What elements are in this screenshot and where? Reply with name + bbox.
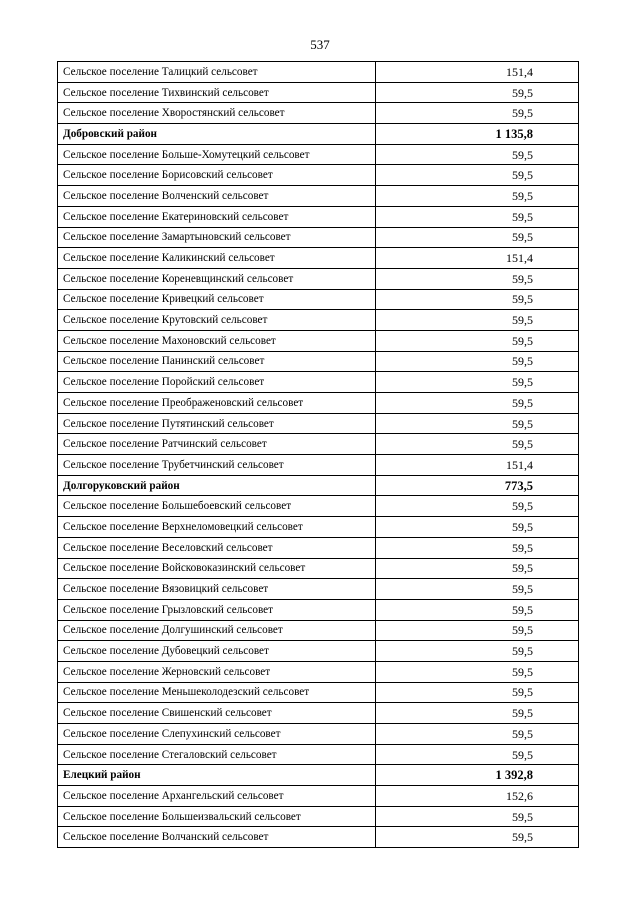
table-row	[58, 289, 579, 310]
table-row	[58, 351, 579, 372]
settlement-name: Сельское поселение Ратчинский сельсовет	[58, 434, 376, 455]
settlement-name: Сельское поселение Махоновский сельсовет	[58, 330, 376, 351]
amount-value: 59,5	[376, 103, 579, 124]
amount-value: 59,5	[376, 413, 579, 434]
settlement-name: Сельское поселение Крутовский сельсовет	[58, 310, 376, 331]
table-row	[58, 268, 579, 289]
amount-value: 151,4	[376, 62, 579, 83]
amount-value: 59,5	[376, 434, 579, 455]
district-row	[58, 765, 579, 786]
settlement-name: Сельское поселение Архангельский сельсовет	[58, 786, 376, 807]
district-name: Елецкий район	[58, 765, 376, 786]
settlement-name: Сельское поселение Борисовский сельсовет	[58, 165, 376, 186]
table-row	[58, 206, 579, 227]
amount-value: 59,5	[376, 351, 579, 372]
amount-value: 59,5	[376, 806, 579, 827]
district-row	[58, 124, 579, 145]
table-row	[58, 144, 579, 165]
amount-value: 59,5	[376, 827, 579, 848]
amount-value: 59,5	[376, 517, 579, 538]
amount-value: 59,5	[376, 82, 579, 103]
settlement-name: Сельское поселение Стегаловский сельсовет	[58, 744, 376, 765]
settlement-name: Сельское поселение Екатериновский сельсовет	[58, 206, 376, 227]
amount-value: 152,6	[376, 786, 579, 807]
amount-value: 59,5	[376, 496, 579, 517]
table-row	[58, 413, 579, 434]
amount-value: 59,5	[376, 289, 579, 310]
table-row	[58, 620, 579, 641]
settlement-name: Сельское поселение Верхнеломовецкий сельсовет	[58, 517, 376, 538]
settlement-name: Сельское поселение Дубовецкий сельсовет	[58, 641, 376, 662]
amount-value: 59,5	[376, 724, 579, 745]
table-row	[58, 661, 579, 682]
amount-value: 59,5	[376, 579, 579, 600]
table-row	[58, 682, 579, 703]
amount-value: 59,5	[376, 186, 579, 207]
table-row	[58, 248, 579, 269]
amount-value: 59,5	[376, 330, 579, 351]
district-row	[58, 475, 579, 496]
table-row	[58, 641, 579, 662]
table-row	[58, 165, 579, 186]
amount-value: 59,5	[376, 599, 579, 620]
table-row	[58, 517, 579, 538]
settlement-name: Сельское поселение Поройский сельсовет	[58, 372, 376, 393]
settlement-name: Сельское поселение Хворостянский сельсовет	[58, 103, 376, 124]
settlement-name: Сельское поселение Трубетчинский сельсовет	[58, 455, 376, 476]
amount-value: 59,5	[376, 393, 579, 414]
allocation-table	[57, 61, 579, 848]
settlement-name: Сельское поселение Веселовский сельсовет	[58, 537, 376, 558]
district-name: Долгоруковский район	[58, 475, 376, 496]
settlement-name: Сельское поселение Слепухинский сельсовет	[58, 724, 376, 745]
district-total: 1 135,8	[376, 124, 579, 145]
amount-value: 59,5	[376, 641, 579, 662]
amount-value: 59,5	[376, 537, 579, 558]
table-row	[58, 599, 579, 620]
settlement-name: Сельское поселение Меньшеколодезский сельсовет	[58, 682, 376, 703]
amount-value: 151,4	[376, 455, 579, 476]
settlement-name: Сельское поселение Большебоевский сельсовет	[58, 496, 376, 517]
amount-value: 59,5	[376, 268, 579, 289]
table-row	[58, 103, 579, 124]
table-row	[58, 744, 579, 765]
district-total: 773,5	[376, 475, 579, 496]
amount-value: 59,5	[376, 558, 579, 579]
settlement-name: Сельское поселение Талицкий сельсовет	[58, 62, 376, 83]
table-row	[58, 372, 579, 393]
district-name: Добровский район	[58, 124, 376, 145]
settlement-name: Сельское поселение Замартыновский сельсовет	[58, 227, 376, 248]
amount-value: 59,5	[376, 744, 579, 765]
table-row	[58, 393, 579, 414]
table-row	[58, 496, 579, 517]
settlement-name: Сельское поселение Вязовицкий сельсовет	[58, 579, 376, 600]
page-number: 537	[310, 37, 330, 52]
amount-value: 59,5	[376, 620, 579, 641]
table-row	[58, 62, 579, 83]
amount-value: 59,5	[376, 310, 579, 331]
settlement-name: Сельское поселение Кривецкий сельсовет	[58, 289, 376, 310]
settlement-name: Сельское поселение Большеизвальский сельсовет	[58, 806, 376, 827]
table-row	[58, 82, 579, 103]
table-row	[58, 703, 579, 724]
table-row	[58, 579, 579, 600]
amount-value: 59,5	[376, 661, 579, 682]
table-row	[58, 434, 579, 455]
table-row	[58, 186, 579, 207]
table-row	[58, 537, 579, 558]
table-row	[58, 310, 579, 331]
settlement-name: Сельское поселение Больше-Хомутецкий сельсовет	[58, 144, 376, 165]
district-total: 1 392,8	[376, 765, 579, 786]
settlement-name: Сельское поселение Панинский сельсовет	[58, 351, 376, 372]
amount-value: 59,5	[376, 144, 579, 165]
settlement-name: Сельское поселение Грызловский сельсовет	[58, 599, 376, 620]
settlement-name: Сельское поселение Свишенский сельсовет	[58, 703, 376, 724]
table-row	[58, 330, 579, 351]
settlement-name: Сельское поселение Путятинский сельсовет	[58, 413, 376, 434]
settlement-name: Сельское поселение Войсковоказинский сельсовет	[58, 558, 376, 579]
table-row	[58, 827, 579, 848]
settlement-name: Сельское поселение Волченский сельсовет	[58, 186, 376, 207]
settlement-name: Сельское поселение Жерновский сельсовет	[58, 661, 376, 682]
table-row	[58, 227, 579, 248]
settlement-name: Сельское поселение Долгушинский сельсовет	[58, 620, 376, 641]
table-body	[58, 62, 579, 848]
amount-value: 59,5	[376, 703, 579, 724]
settlement-name: Сельское поселение Преображеновский сельсовет	[58, 393, 376, 414]
amount-value: 59,5	[376, 227, 579, 248]
table-row	[58, 558, 579, 579]
settlement-name: Сельское поселение Кореневщинский сельсовет	[58, 268, 376, 289]
amount-value: 59,5	[376, 682, 579, 703]
settlement-name: Сельское поселение Тихвинский сельсовет	[58, 82, 376, 103]
settlement-name: Сельское поселение Волчанский сельсовет	[58, 827, 376, 848]
amount-value: 151,4	[376, 248, 579, 269]
table-row	[58, 724, 579, 745]
amount-value: 59,5	[376, 165, 579, 186]
table-row	[58, 455, 579, 476]
settlement-name: Сельское поселение Каликинский сельсовет	[58, 248, 376, 269]
amount-value: 59,5	[376, 206, 579, 227]
table-row	[58, 786, 579, 807]
table-row	[58, 806, 579, 827]
amount-value: 59,5	[376, 372, 579, 393]
